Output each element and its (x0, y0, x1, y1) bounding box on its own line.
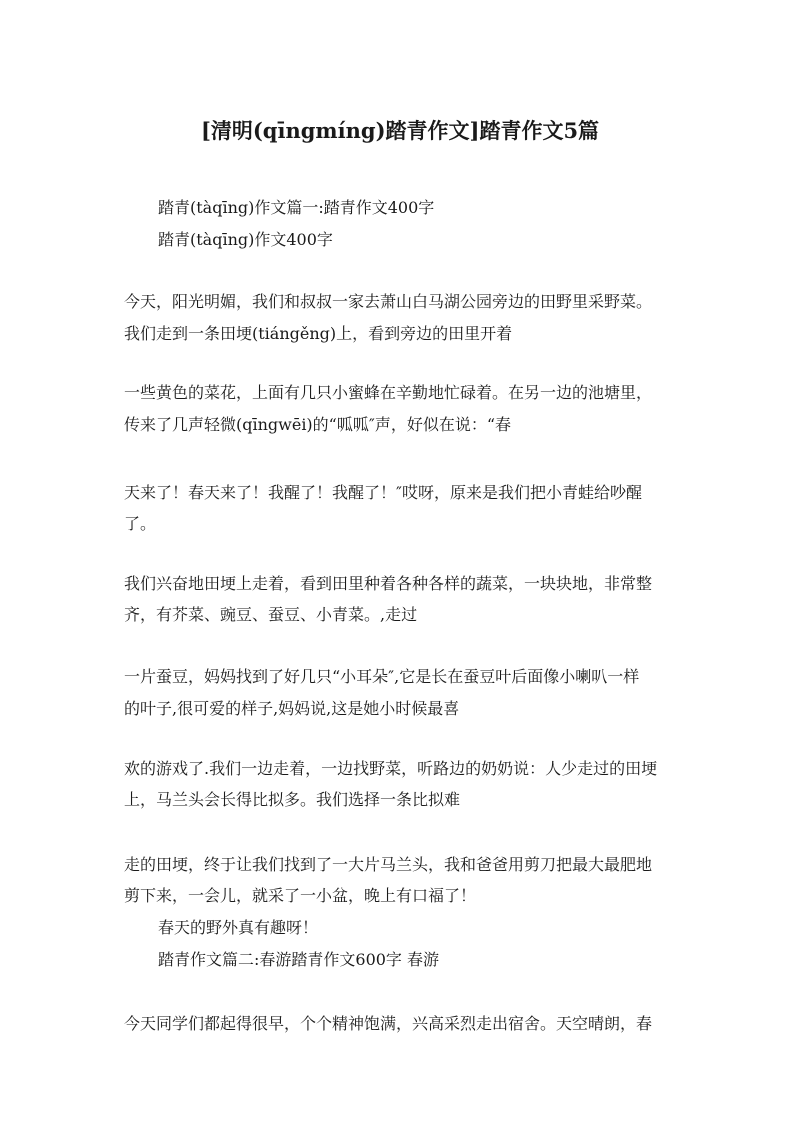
paragraph-line: 上，马兰头会长得比拟多。我们选择一条比拟难 (124, 790, 461, 809)
section-heading-1: 踏青(tàqīng)作文篇一:踏青作文400字 (158, 198, 435, 217)
section-subheading-1: 踏青(tàqīng)作文400字 (158, 230, 333, 249)
paragraph-line: 走的田埂，终于让我们找到了一大片马兰头，我和爸爸用剪刀把最大最肥地 (124, 855, 653, 874)
paragraph-line: 春天的野外真有趣呀！ (158, 918, 319, 937)
paragraph-line: 天来了！春天来了！我醒了！我醒了！″哎呀，原来是我们把小青蛙给吵醒 (124, 483, 642, 502)
paragraph-line: 一些黄色的菜花，上面有几只小蜜蜂在辛勤地忙碌着。在另一边的池塘里， (124, 383, 653, 402)
paragraph-line: 欢的游戏了.我们一边走着，一边找野菜，听路边的奶奶说：人少走过的田埂 (124, 759, 658, 778)
paragraph-line: 我们兴奋地田埂上走着，看到田里种着各种各样的蔬菜，一块块地，非常整 (124, 574, 653, 593)
paragraph-line: 传来了几声轻微(qīngwēi)的“呱呱″声，好似在说：“春 (124, 415, 512, 434)
paragraph-line: 剪下来，一会儿，就采了一小盆，晚上有口福了！ (124, 886, 477, 905)
document-title: [清明(qīngmíng)踏青作文]踏青作文5篇 (200, 118, 600, 143)
paragraph-line: 一片蚕豆，妈妈找到了好几只“小耳朵″,它是长在蚕豆叶后面像小喇叭一样 (124, 667, 640, 686)
paragraph-line: 今天，阳光明媚，我们和叔叔一家去萧山白马湖公园旁边的田野里采野菜。 (124, 292, 653, 311)
paragraph-line: 今天同学们都起得很早，个个精神饱满，兴高采烈走出宿舍。天空晴朗，春 (124, 1014, 653, 1033)
paragraph-line: 齐，有芥菜、豌豆、蚕豆、小青菜。,走过 (124, 605, 418, 624)
paragraph-line: 的叶子,很可爱的样子,妈妈说,这是她小时候最喜 (124, 699, 460, 718)
paragraph-line: 了。 (124, 514, 157, 533)
paragraph-line: 我们走到一条田埂(tiángěng)上，看到旁边的田里开着 (124, 324, 513, 343)
section-heading-2: 踏青作文篇二:春游踏青作文600字 春游 (158, 950, 440, 969)
